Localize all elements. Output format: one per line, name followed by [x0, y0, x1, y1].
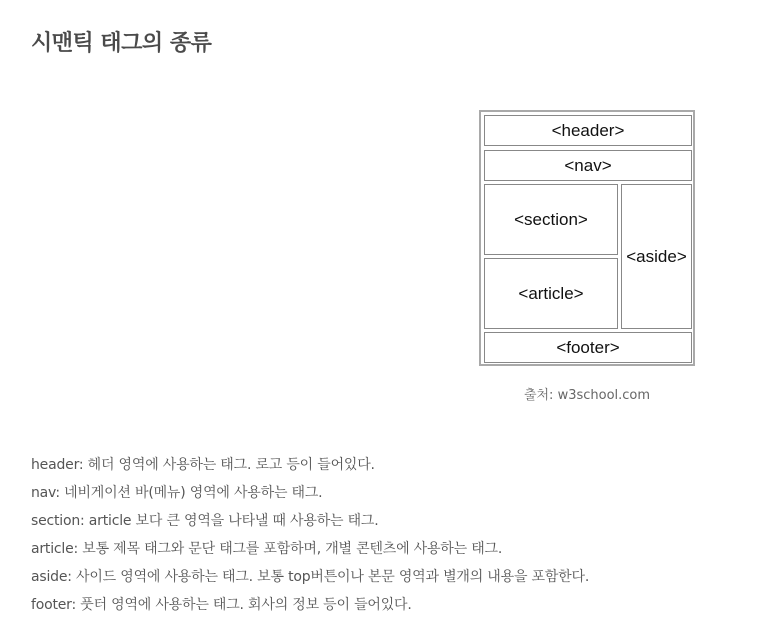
diagram-footer-box: <footer>	[484, 332, 692, 363]
diagram-header-box: <header>	[484, 115, 692, 146]
tag-description-list	[31, 455, 589, 623]
description-header: header: 헤더 영역에 사용하는 태그. 로고 등이 들어있다.	[31, 457, 375, 473]
description-footer: footer: 풋터 영역에 사용하는 태그. 회사의 정보 등이 들어있다.	[31, 597, 412, 613]
diagram-aside-box: <aside>	[621, 184, 692, 329]
description-aside: aside: 사이드 영역에 사용하는 태그. 보통 top버튼이나 본문 영역과 별개의 내용을 포함한다.	[31, 569, 590, 585]
semantic-layout-diagram	[479, 110, 695, 366]
page-title: 시맨틱 태그의 종류	[31, 31, 212, 56]
figure-caption: 출처: w3school.com	[523, 388, 651, 403]
diagram-nav-box: <nav>	[484, 150, 692, 181]
description-nav: nav: 네비게이션 바(메뉴) 영역에 사용하는 태그.	[31, 485, 323, 501]
diagram-article-box: <article>	[484, 258, 618, 329]
description-article: article: 보통 제목 태그와 문단 태그를 포함하며, 개별 콘텐츠에 사용하는 태그.	[31, 541, 503, 557]
description-section: section: article 보다 큰 영역을 나타낼 때 사용하는 태그.	[31, 513, 379, 529]
diagram-section-box: <section>	[484, 184, 618, 255]
